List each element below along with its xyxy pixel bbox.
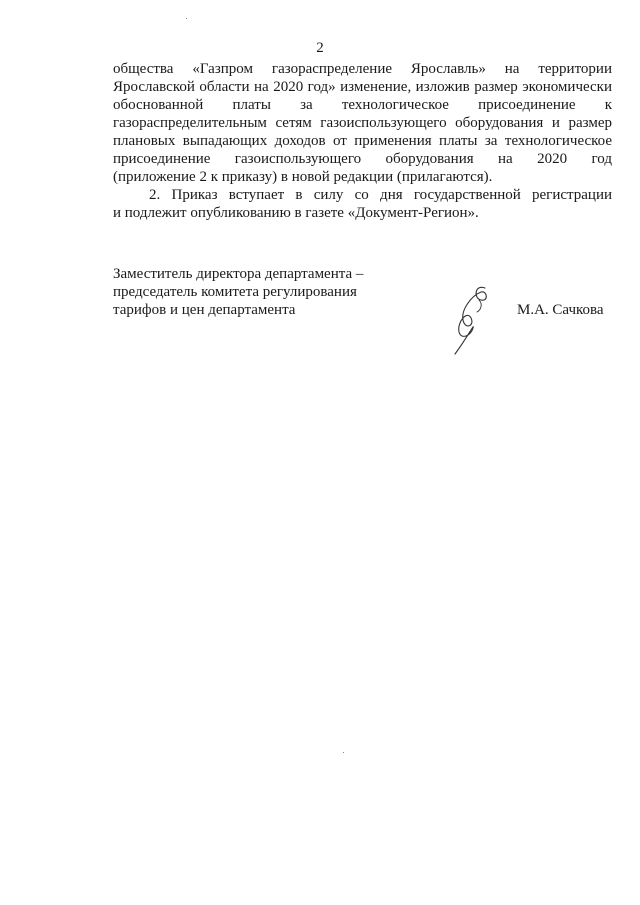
paragraph1-line-2: Ярославской области на 2020 год» изменение, изложив размер экономически xyxy=(113,79,612,95)
paragraph2-line-2: и подлежит опубликованию в газете «Документ-Регион». xyxy=(113,205,479,221)
signer-title-line-3: тарифов и цен департамента xyxy=(113,302,296,318)
signer-title-line-2: председатель комитета регулирования xyxy=(113,284,357,300)
paragraph1-line-3: обоснованной платы за технологическое присоединение к xyxy=(113,97,612,113)
paragraph2-line-1: 2. Приказ вступает в силу со дня государственной регистрации xyxy=(149,187,612,203)
paragraph1-line-1: общества «Газпром газораспределение Ярославль» на территории xyxy=(113,61,612,77)
signer-title-line-1: Заместитель директора департамента – xyxy=(113,266,364,282)
signer-title xyxy=(113,265,363,319)
page-number: 2 xyxy=(316,40,324,56)
paragraph1-line-6: присоединение газоиспользующего оборудования на 2020 год xyxy=(113,151,612,167)
paragraph1-line-5: плановых выпадающих доходов от применения платы за технологическое xyxy=(113,133,612,149)
body-text xyxy=(113,60,612,222)
scan-speck xyxy=(343,752,344,753)
paragraph1-line-7: (приложение 2 к приказу) в новой редакции (прилагаются). xyxy=(113,169,493,185)
paragraph1-line-4: газораспределительным сетям газоиспользующего оборудования и размер xyxy=(113,115,612,131)
signer-name: М.А. Сачкова xyxy=(517,302,604,318)
handwritten-signature-icon xyxy=(445,280,505,360)
scan-speck xyxy=(186,18,187,19)
